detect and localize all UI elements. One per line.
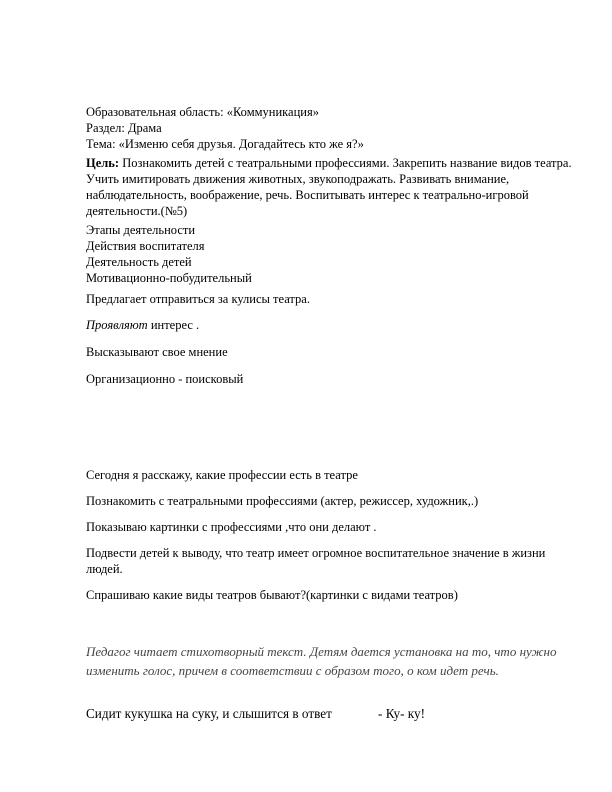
stage2-line5: Спрашиваю какие виды театров бывают?(картинки с видами театров)	[86, 588, 458, 602]
child-verb: Проявляют	[86, 318, 148, 332]
stage2-line4: Подвести детей к выводу, что театр имеет огромное воспитательное значение в жизни людей.	[86, 546, 546, 576]
child-action-interest	[86, 317, 576, 333]
stage2-line1: Сегодня я расскажу, какие профессии есть в театре	[86, 468, 358, 482]
child-rest: интерес .	[147, 318, 200, 332]
educational-area: Образовательная область: «Коммуникация»	[86, 105, 319, 119]
column-teacher: Действия воспитателя	[86, 239, 205, 253]
column-stages: Этапы деятельности	[86, 223, 196, 237]
goal-paragraph	[86, 155, 576, 219]
poem-line	[86, 706, 576, 722]
stage2-block	[86, 467, 576, 603]
goal-text: Познакомить детей с театральными профессиями. Закрепить название видов театра. Учить имитировать движения животных, звукоподражать. Развивать внимание, наблюдательность, воображение, речь. Воспитывать интерес к театрально-игровой деятельности.(№5)	[86, 156, 572, 218]
column-children: Деятельность детей	[86, 255, 192, 269]
stage2-line2: Познакомить с театральными профессиями (актер, режиссер, художник,.)	[86, 494, 479, 508]
instruction-paragraph: Педагог читает стихотворный текст. Детям дается установка на то, что нужно изменить голос, причем в соответствии с образом того, о ком идет речь.	[86, 644, 557, 678]
stage-organizational: Организационно - поисковый	[86, 372, 244, 386]
child-opinion: Высказывают свое мнение	[86, 345, 228, 359]
stage2-line3: Показываю картинки с профессиями ,что они делают .	[86, 520, 377, 534]
stage-motivational: Мотивационно-побудительный	[86, 271, 252, 285]
poem-text: Сидит кукушка на суку, и слышится в ответ	[86, 706, 332, 721]
goal-label: Цель:	[86, 156, 120, 170]
teacher-action-1: Предлагает отправиться за кулисы театра.	[86, 292, 310, 306]
topic-line: Тема: «Изменю себя друзья. Догадайтесь кто же я?»	[86, 137, 364, 151]
poem-reply: - Ку- ку!	[378, 706, 425, 721]
section-line: Раздел: Драма	[86, 121, 162, 135]
document-body	[86, 104, 576, 387]
